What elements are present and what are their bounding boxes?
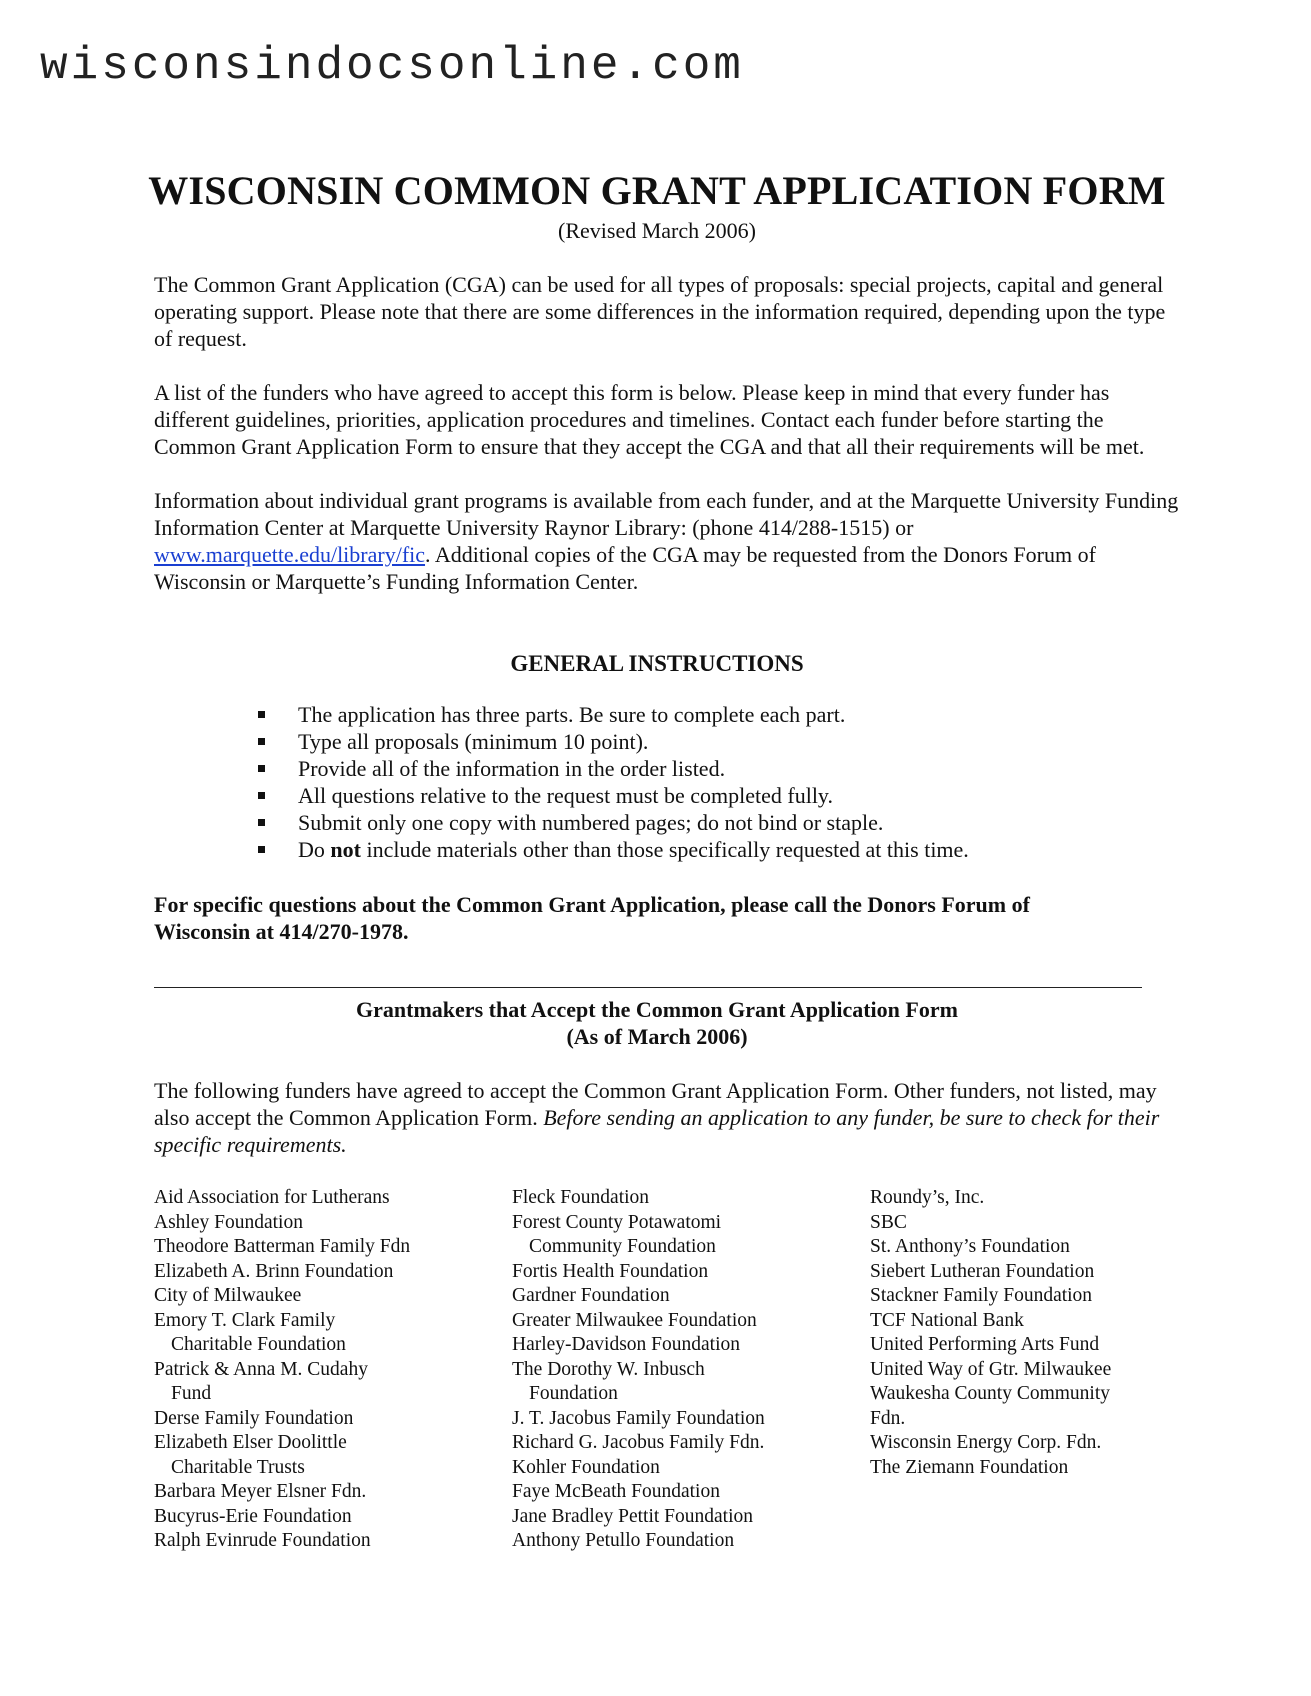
funder-entry: United Way of Gtr. Milwaukee [870, 1358, 1112, 1380]
funders-column-2 [512, 1186, 852, 1554]
funders-column-3 [870, 1186, 1210, 1480]
grantmakers-heading [130, 996, 1184, 1050]
instruction-text: Submit only one copy with numbered pages; do not bind or staple. [298, 810, 884, 836]
intro-paragraph-3 [154, 487, 1184, 595]
funder-entry: SBC [870, 1211, 907, 1233]
instruction-text: All questions relative to the request must be completed fully. [298, 783, 834, 809]
funder-entry: The Dorothy W. Inbusch [512, 1358, 705, 1380]
funder-entry: Harley-Davidson Foundation [512, 1334, 741, 1356]
funder-entry: Richard G. Jacobus Family Fdn. [512, 1432, 765, 1454]
funder-entry-continued: Community Foundation [529, 1236, 716, 1258]
revision-date: (Revised March 2006) [558, 218, 756, 243]
grantmakers-intro-plain: The following funders have agreed to accept the Common Grant Application Form. Other funders, not listed, may also accept the Common Application Form. [154, 1078, 1157, 1131]
funder-entry: Bucyrus-Erie Foundation [154, 1505, 352, 1527]
funder-entry: Wisconsin Energy Corp. Fdn. [870, 1432, 1102, 1454]
funder-entry: Fleck Foundation [512, 1187, 650, 1209]
instruction-item [258, 782, 1184, 809]
instruction-item [258, 728, 1184, 755]
funder-entry: Aid Association for Lutherans [154, 1187, 390, 1209]
form-title: WISCONSIN COMMON GRANT APPLICATION FORM [148, 168, 1166, 213]
instruction-text-pre: Do [298, 837, 331, 863]
instruction-item [258, 701, 1184, 728]
instruction-emphasis: not [330, 837, 361, 863]
intro-paragraph-3-start: Information about individual grant programs is available from each funder, and at the Marquette University Funding Information Center at Marquette University Raynor Library: (phone 414/288-1515) or [154, 488, 1179, 541]
section-divider [154, 987, 1142, 988]
funder-entry-continued: Charitable Foundation [171, 1334, 346, 1356]
intro-paragraph-3-end: . Additional copies of the CGA may be requested from the Donors Forum of Wisconsin or Marquette’s Funding Information Center. [154, 542, 1096, 595]
funder-entry: Waukesha County Community [870, 1383, 1110, 1405]
funder-entry: Roundy’s, Inc. [870, 1187, 985, 1209]
funder-entry: Fortis Health Foundation [512, 1260, 709, 1282]
instruction-item [258, 755, 1184, 782]
funders-list [154, 1186, 1184, 1552]
instruction-text: The application has three parts. Be sure to complete each part. [298, 702, 846, 728]
funder-entry: TCF National Bank [870, 1309, 1024, 1331]
funder-entry: Theodore Batterman Family Fdn [154, 1236, 411, 1258]
bullet-icon [258, 846, 265, 853]
bullet-icon [258, 711, 265, 718]
instruction-text: Type all proposals (minimum 10 point). [298, 729, 649, 755]
funders-column-1 [154, 1186, 494, 1554]
funder-entry: Fdn. [870, 1407, 906, 1429]
instruction-text: Provide all of the information in the order listed. [298, 756, 726, 782]
funder-entry: Anthony Petullo Foundation [512, 1530, 735, 1552]
funder-entry: Emory T. Clark Family [154, 1309, 336, 1331]
funder-entry: Forest County Potawatomi [512, 1211, 722, 1233]
funder-entry: Faye McBeath Foundation [512, 1481, 720, 1503]
bullet-icon [258, 738, 265, 745]
funder-entry: United Performing Arts Fund [870, 1334, 1100, 1356]
funder-entry-continued: Charitable Trusts [171, 1456, 305, 1478]
funder-entry: Gardner Foundation [512, 1285, 670, 1307]
bullet-icon [258, 819, 265, 826]
funder-entry: Barbara Meyer Elsner Fdn. [154, 1481, 367, 1503]
intro-paragraph-2: A list of the funders who have agreed to accept this form is below. Please keep in mind that every funder has different guidelines, priorities, application procedures and timelines. Contact each funder before starting the Common Grant Application Form to ensure that they accept the CGA and that all their requirements will be met. [154, 380, 1145, 460]
funder-entry: City of Milwaukee [154, 1285, 302, 1307]
intro-paragraph-1: The Common Grant Application (CGA) can be used for all types of proposals: special projects, capital and general operating support. Please note that there are some differences in the information required, depending upon the type of request. [154, 272, 1166, 352]
funder-entry-continued: Foundation [529, 1383, 618, 1405]
instructions-list [258, 701, 1184, 863]
funder-entry: J. T. Jacobus Family Foundation [512, 1407, 765, 1429]
watermark-text: wisconsindocsonline.com [40, 40, 744, 92]
grantmakers-heading-line-2: (As of March 2006) [566, 1024, 748, 1050]
contact-callout: For specific questions about the Common Grant Application, please call the Donors Forum of Wisconsin at 414/270-1978. [154, 892, 1030, 945]
bullet-icon [258, 792, 265, 799]
funder-entry: Stackner Family Foundation [870, 1285, 1093, 1307]
funder-entry: Derse Family Foundation [154, 1407, 354, 1429]
grantmakers-intro [154, 1077, 1184, 1158]
bullet-icon [258, 765, 265, 772]
grantmakers-intro-italic: Before sending an application to any funder, be sure to check for their specific requirements. [154, 1105, 1160, 1158]
instruction-text-post: include materials other than those specifically requested at this time. [360, 837, 969, 863]
funder-entry: Kohler Foundation [512, 1456, 660, 1478]
instruction-item [258, 836, 1184, 863]
funder-entry: Jane Bradley Pettit Foundation [512, 1505, 754, 1527]
funder-entry: St. Anthony’s Foundation [870, 1236, 1070, 1258]
general-instructions-heading: GENERAL INSTRUCTIONS [510, 651, 804, 677]
funder-entry: Ralph Evinrude Foundation [154, 1530, 371, 1552]
funder-entry: Patrick & Anna M. Cudahy [154, 1358, 368, 1380]
marquette-library-link[interactable]: www.marquette.edu/library/fic [154, 542, 426, 568]
funder-entry: Greater Milwaukee Foundation [512, 1309, 757, 1331]
funder-entry-continued: Fund [171, 1383, 212, 1405]
funder-entry: Elizabeth A. Brinn Foundation [154, 1260, 394, 1282]
funder-entry: Siebert Lutheran Foundation [870, 1260, 1095, 1282]
funder-entry: The Ziemann Foundation [870, 1456, 1069, 1478]
instruction-item [258, 809, 1184, 836]
funder-entry: Ashley Foundation [154, 1211, 303, 1233]
funder-entry: Elizabeth Elser Doolittle [154, 1432, 347, 1454]
grantmakers-heading-line-1: Grantmakers that Accept the Common Grant Application Form [356, 997, 958, 1023]
document-page [148, 168, 1184, 1552]
